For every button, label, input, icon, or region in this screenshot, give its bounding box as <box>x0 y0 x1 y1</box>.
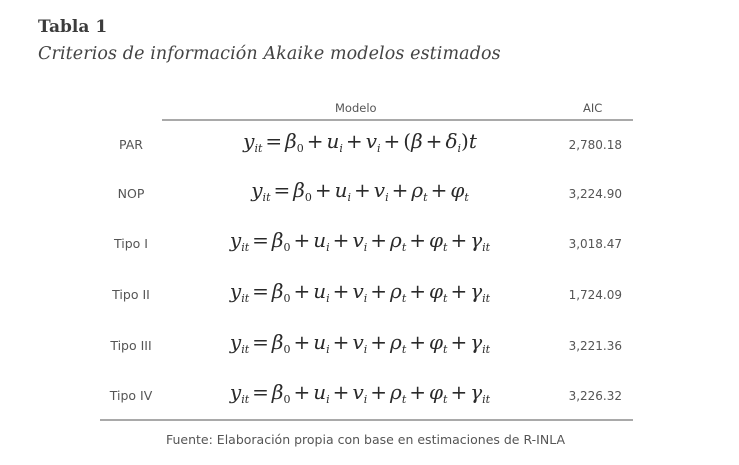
table-row: NOP $y_{it} = \beta_0 + u_i + v_i + \rho_t + \varphi_t$ 3,224.90 <box>117 178 622 204</box>
aic-value: 1,724.09 <box>568 288 622 302</box>
column-header-model: Modelo <box>335 101 377 115</box>
table-row: PAR $y_{it} = \beta_0 + u_i + v_i + (\beta + \delta_i)t$ 2,780.18 <box>119 129 622 155</box>
table-row: Tipo II $y_{it} = \beta_0 + u_i + v_i + \rho_t + \varphi_t + \gamma_{it}$ 1,724.09 <box>112 279 622 305</box>
table-subtitle: Criterios de información Akaike modelos estimados <box>38 44 501 64</box>
table-title: Tabla 1 <box>38 17 108 37</box>
header-rule <box>162 119 633 121</box>
table-row: Tipo I $y_{it} = \beta_0 + u_i + v_i + \rho_t + \varphi_t + \gamma_{it}$ 3,018.47 <box>114 228 622 254</box>
aic-value: 2,780.18 <box>568 138 622 152</box>
source-note: Fuente: Elaboración propia con base en estimaciones de R-INLA <box>165 432 565 447</box>
aic-value: 3,224.90 <box>568 187 622 201</box>
aic-value: 3,226.32 <box>568 389 622 403</box>
column-header-aic: AIC <box>583 101 603 115</box>
table-bottom-rule <box>100 419 633 421</box>
aic-value: 3,018.47 <box>568 237 622 251</box>
table-row: Tipo III $y_{it} = \beta_0 + u_i + v_i + \rho_t + \varphi_t + \gamma_{it}$ 3,221.36 <box>110 330 622 356</box>
aic-value: 3,221.36 <box>568 339 622 353</box>
table-row: Tipo IV $y_{it} = \beta_0 + u_i + v_i + \rho_t + \varphi_t + \gamma_{it}$ 3,226.32 <box>109 380 622 406</box>
